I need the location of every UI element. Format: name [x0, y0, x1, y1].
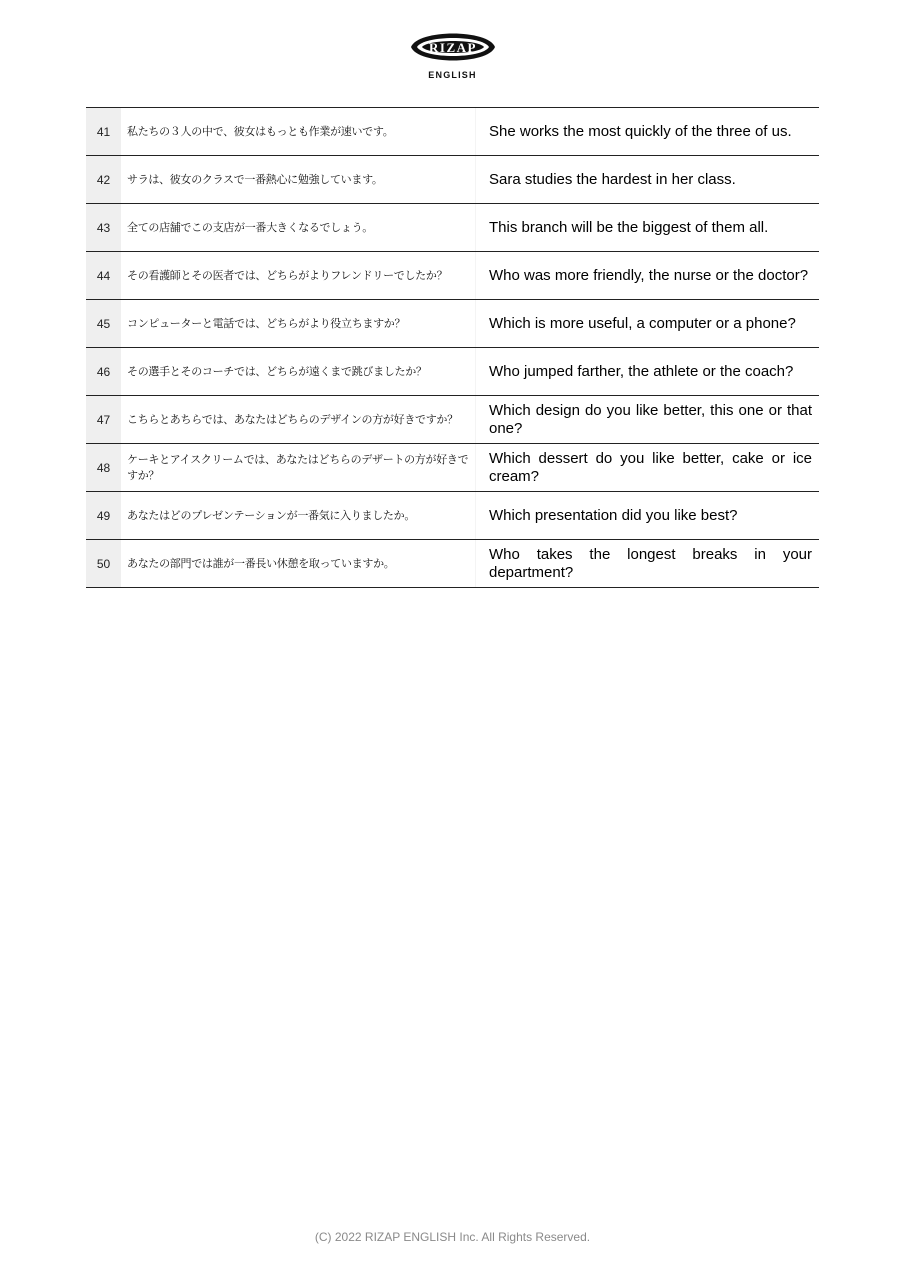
japanese-sentence: 全ての店舗でこの支店が一番大きくなるでしょう。	[127, 220, 373, 234]
english-text: Which dessert do you like better, cake or ice cream?	[489, 449, 812, 485]
english-sentence	[475, 252, 819, 299]
row-number: 46	[86, 348, 121, 395]
rizap-logo-mark	[408, 26, 498, 68]
copyright-footer: (C) 2022 RIZAP ENGLISH Inc. All Rights Reserved.	[314, 1230, 591, 1244]
sentence-table	[86, 107, 819, 588]
japanese-sentence: あなたの部門では誰が一番長い休憩を取っていますか。	[127, 556, 395, 570]
table-row	[86, 108, 819, 156]
english-sentence	[475, 108, 819, 155]
japanese-sentence: ケーキとアイスクリームでは、あなたはどちらのデザートの方が好きですか？	[127, 452, 469, 482]
english-text: Who jumped farther, the athlete or the coach?	[489, 362, 794, 380]
logo-subtext: ENGLISH	[428, 70, 477, 80]
row-number: 41	[86, 108, 121, 155]
english-sentence	[475, 348, 819, 395]
table-row	[86, 300, 819, 348]
row-number: 50	[86, 540, 121, 587]
english-text: Sara studies the hardest in her class.	[489, 170, 736, 188]
brand-logo	[0, 26, 905, 80]
english-text: Which presentation did you like best?	[489, 506, 738, 524]
english-sentence	[475, 492, 819, 539]
english-text: Who was more friendly, the nurse or the doctor?	[489, 266, 809, 284]
english-text: Which design do you like better, this one or that one?	[489, 401, 812, 437]
table-row	[86, 348, 819, 396]
row-number: 44	[86, 252, 121, 299]
english-sentence	[475, 540, 819, 587]
english-sentence	[475, 444, 819, 491]
english-sentence	[475, 300, 819, 347]
japanese-sentence: その看護師とその医者では、どちらがよりフレンドリーでしたか？	[127, 268, 448, 282]
japanese-sentence: あなたはどのプレゼンテーションが一番気に入りましたか。	[127, 508, 416, 522]
row-number: 42	[86, 156, 121, 203]
row-number: 47	[86, 396, 121, 443]
table-row	[86, 204, 819, 252]
english-text: Which is more useful, a computer or a phone?	[489, 314, 796, 332]
table-row	[86, 492, 819, 540]
table-row	[86, 252, 819, 300]
table-row	[86, 156, 819, 204]
japanese-sentence: 私たちの３人の中で、彼女はもっとも作業が速いです。	[127, 124, 394, 138]
japanese-sentence: その選手とそのコーチでは、どちらが遠くまで跳びましたか？	[127, 364, 427, 378]
row-number: 43	[86, 204, 121, 251]
english-text: This branch will be the biggest of them all.	[489, 218, 769, 236]
table-row	[86, 444, 819, 492]
japanese-sentence: こちらとあちらでは、あなたはどちらのデザインの方が好きですか？	[127, 412, 458, 426]
table-row	[86, 396, 819, 444]
english-sentence	[475, 156, 819, 203]
english-text: Who takes the longest breaks in your department?	[489, 545, 812, 581]
table-row	[86, 540, 819, 588]
english-text: She works the most quickly of the three of us.	[489, 122, 792, 140]
english-sentence	[475, 396, 819, 443]
japanese-sentence: コンピューターと電話では、どちらがより役立ちますか？	[127, 316, 406, 330]
row-number: 45	[86, 300, 121, 347]
logo-text: RIZAP	[428, 40, 477, 55]
english-sentence	[475, 204, 819, 251]
row-number: 48	[86, 444, 121, 491]
japanese-sentence: サラは、彼女のクラスで一番熱心に勉強しています。	[127, 172, 383, 186]
row-number: 49	[86, 492, 121, 539]
